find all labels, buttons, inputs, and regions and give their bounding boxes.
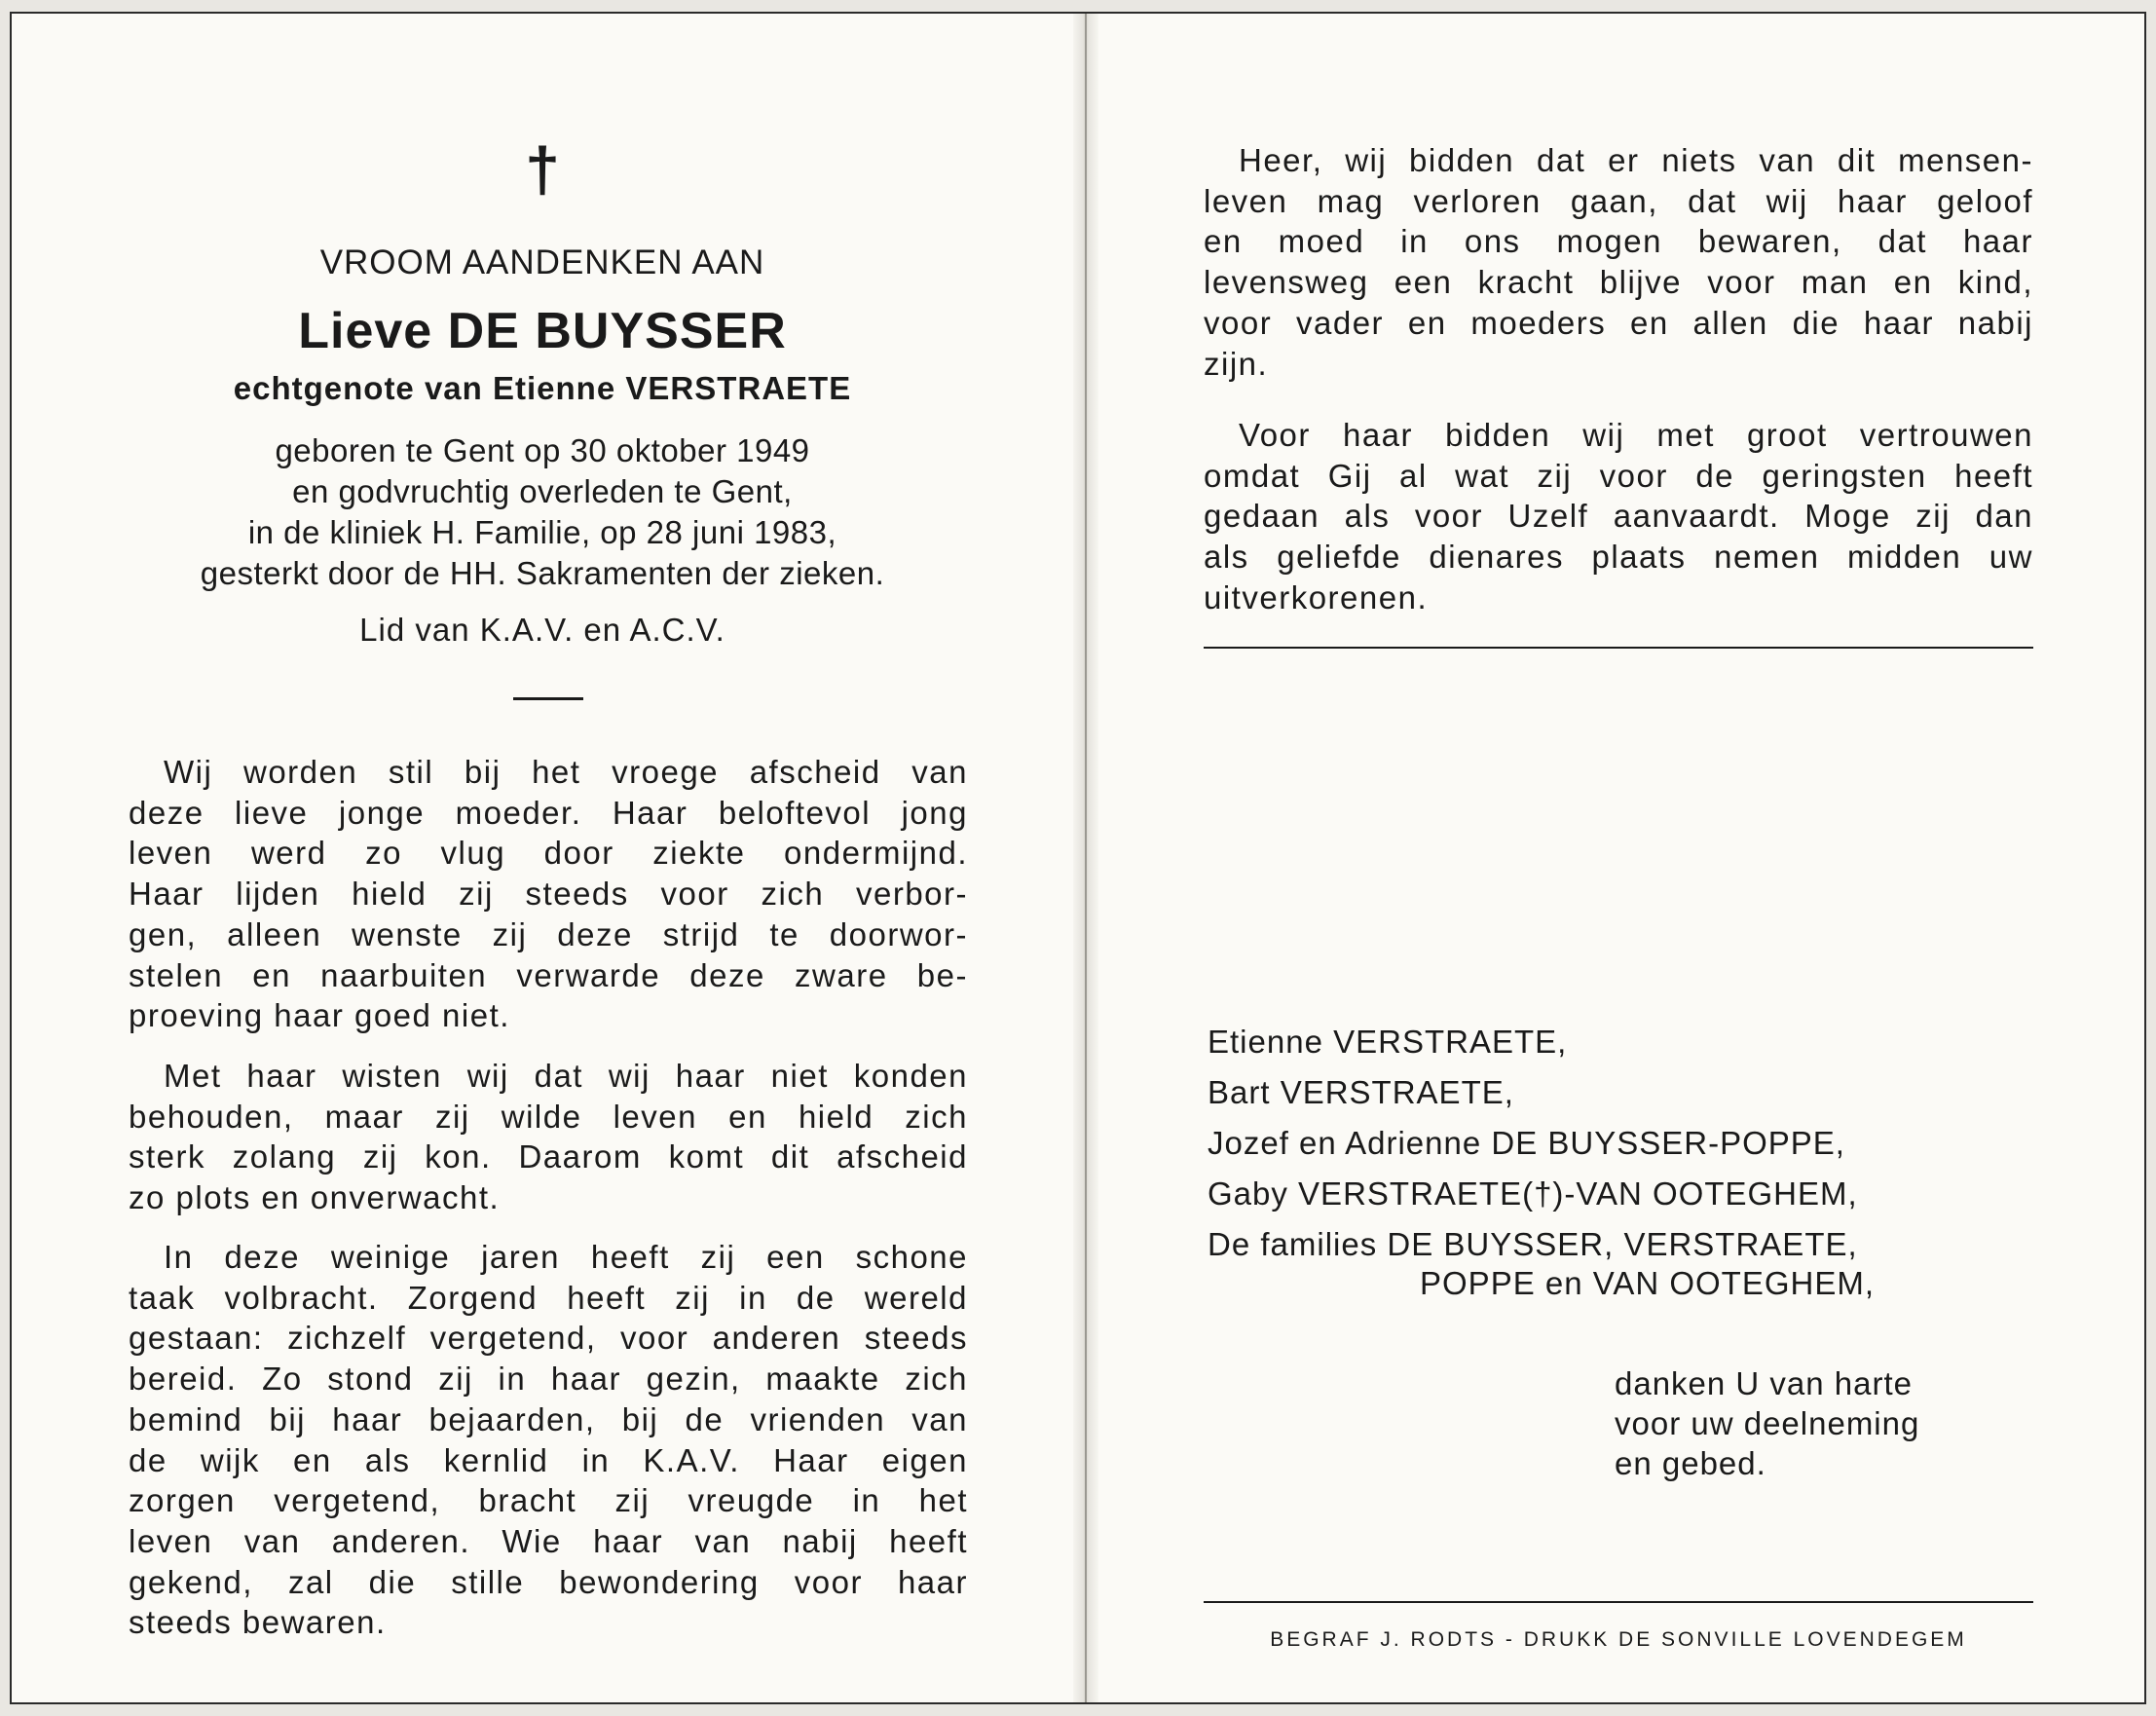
text-line: zo plots en onverwacht. <box>129 1179 501 1216</box>
text-line: leven mag verloren gaan, dat wij haar geloof <box>1204 182 2033 219</box>
text-line: gestaan: zichzelf vergetend, voor anderen steeds <box>129 1320 968 1357</box>
text-line: omdat Gij al wat zij voor de geringsten heeft <box>1204 457 2033 494</box>
text-line: de wijk en als kernlid in K.A.V. Haar eigen <box>129 1441 968 1478</box>
text-line: Heer, wij bidden dat er niets van dit mensen- <box>1239 142 2033 178</box>
text-line: voor vader en moeders en allen die haar nabij <box>1204 304 2033 341</box>
text-line: sterk zolang zij kon. Daarom komt dit afscheid <box>129 1138 968 1175</box>
thanks-message <box>1615 1363 1919 1483</box>
membership-line: Lid van K.A.V. en A.C.V. <box>359 612 725 648</box>
text-line: gen, alleen wenste zij deze strijd te doorwor- <box>129 915 968 952</box>
text-line: In deze weinige jaren heeft zij een schone <box>164 1239 968 1275</box>
text-line: als geliefde dienares plaats nemen midden uw <box>1204 539 2033 576</box>
text-line: gekend, zal die stille bewondering voor haar <box>129 1563 968 1600</box>
text-line: Met haar wisten wij dat wij haar niet konden <box>164 1058 968 1094</box>
text-line: Haar lijden hield zij steeds voor zich verbor- <box>129 876 968 913</box>
family-member: Bart VERSTRAETE, <box>1208 1074 1514 1110</box>
text-line: Voor haar bidden wij met groot vertrouwen <box>1239 417 2033 453</box>
prayer-2 <box>1204 415 2033 618</box>
cross-icon: † <box>525 134 560 205</box>
text-line: leven werd zo vlug door ziekte ondermijnd. <box>129 835 968 872</box>
text-line: steeds bewaren. <box>129 1604 387 1641</box>
paragraph-1 <box>129 752 968 1036</box>
text-line: en gebed. <box>1615 1445 1766 1481</box>
divider <box>1204 647 2033 649</box>
left-panel <box>12 14 1073 1702</box>
text-line: deze lieve jonge moeder. Haar beloftevol jong <box>129 794 968 831</box>
text-line: behouden, maar zij wilde leven en hield zich <box>129 1098 968 1135</box>
text-line: Wij worden stil bij het vroege afscheid van <box>164 754 968 790</box>
biography <box>12 430 1073 594</box>
divider <box>1204 1601 2033 1603</box>
family-member: Etienne VERSTRAETE, <box>1208 1024 1568 1060</box>
text-line: en moed in ons mogen bewaren, dat haar <box>1204 223 2033 260</box>
text-line: voor uw deelneming <box>1615 1405 1920 1441</box>
spouse-line: echtgenote van Etienne VERSTRAETE <box>233 370 852 406</box>
text-line: danken U van harte <box>1615 1365 1914 1401</box>
intro-heading: VROOM AANDENKEN AAN <box>319 243 765 281</box>
bio-line: geboren te Gent op 30 oktober 1949 <box>275 432 810 468</box>
deceased-name: Lieve DE BUYSSER <box>298 303 787 359</box>
family-member: Jozef en Adrienne DE BUYSSER-POPPE, <box>1208 1125 1845 1161</box>
text-line: bereid. Zo stond zij in haar gezin, maakte zich <box>129 1361 968 1398</box>
family-list <box>1208 1017 1875 1309</box>
text-line: leven van anderen. Wie haar van nabij heeft <box>129 1522 968 1559</box>
text-line: uitverkorenen. <box>1204 578 1429 616</box>
right-panel <box>1098 14 2146 1702</box>
paragraph-3 <box>129 1237 968 1643</box>
paragraph-2 <box>129 1056 968 1218</box>
text-line: gedaan als voor Uzelf aanvaardt. Moge zij dan <box>1204 498 2033 535</box>
printer-credit: BEGRAF J. RODTS - DRUKK DE SONVILLE LOVENDEGEM <box>1270 1628 1967 1651</box>
memorial-card <box>10 12 2146 1704</box>
text-line: zijn. <box>1204 345 1269 382</box>
text-line: proeving haar goed niet. <box>129 997 510 1034</box>
fold-crease <box>1085 14 1087 1702</box>
bio-line: in de kliniek H. Familie, op 28 juni 1983, <box>247 514 837 550</box>
prayer-1 <box>1204 140 2033 384</box>
text-line: taak volbracht. Zorgend heeft zij in de wereld <box>129 1279 968 1316</box>
bio-line: gesterkt door de HH. Sakramenten der zieken. <box>200 555 885 591</box>
bio-line: en godvruchtig overleden te Gent, <box>292 473 793 509</box>
text-line: stelen en naarbuiten verwarde deze zware be- <box>129 956 968 993</box>
family-member: Gaby VERSTRAETE(†)-VAN OOTEGHEM, <box>1208 1175 1858 1212</box>
text-line: levensweg een kracht blijve voor man en kind, <box>1204 264 2033 301</box>
divider <box>513 697 583 700</box>
text-line: bemind bij haar bejaarden, bij de vrienden van <box>129 1400 968 1437</box>
text-line: zorgen vergetend, bracht zij vreugde in het <box>129 1482 968 1519</box>
family-member: De families DE BUYSSER, VERSTRAETE, <box>1208 1226 1858 1262</box>
family-member: POPPE en VAN OOTEGHEM, <box>1420 1265 1876 1301</box>
